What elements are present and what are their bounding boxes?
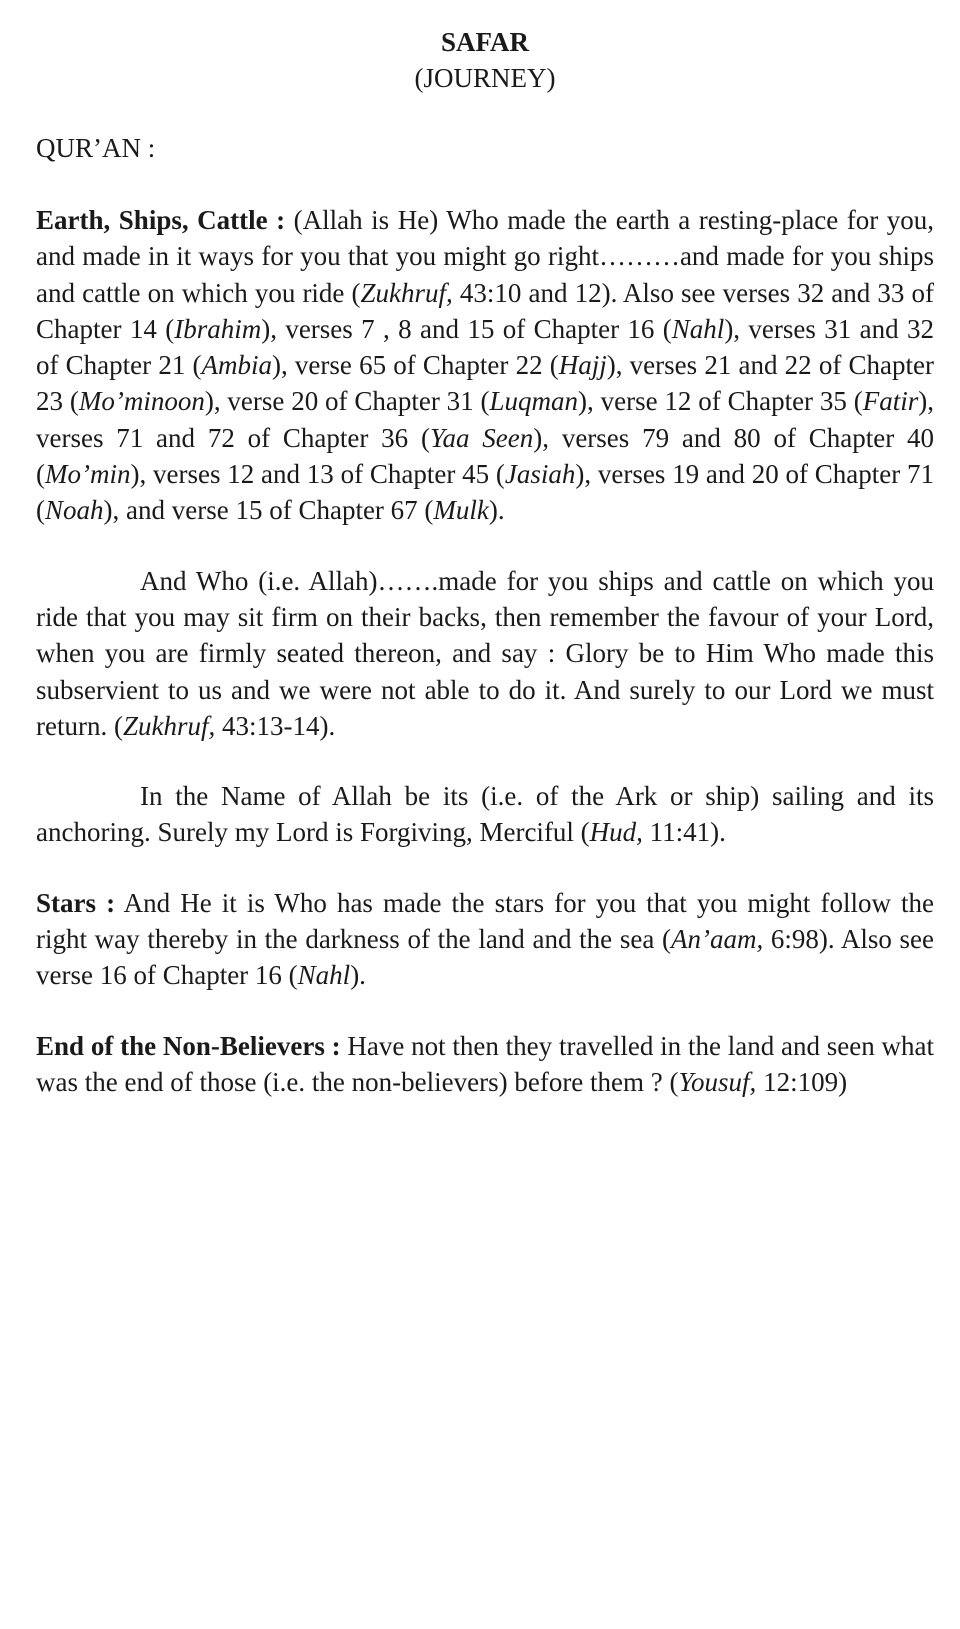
- paragraph-earth-ships-cattle: [36, 202, 934, 529]
- paragraph-name-of-allah: [36, 778, 934, 851]
- citation-italic: Mo’minoon: [78, 386, 205, 417]
- paragraph-text: ), verses 71 and 72 of Chapter 36 (: [36, 386, 934, 453]
- paragraph-end-of-non-believers: [36, 1028, 934, 1101]
- page-title: SAFAR: [440, 27, 529, 57]
- paragraph-text: ), verses 21 and 22 of Chapter 23 (: [36, 350, 934, 417]
- citation-italic: Yaa Seen: [429, 422, 534, 453]
- paragraph-text: In the Name of Allah be its (i.e. of the Ark or ship) sailing and its anchoring. Surely my Lord is Forgiving, Merciful (: [36, 781, 934, 848]
- citation-italic: Noah: [45, 495, 104, 526]
- paragraph-text: 6:98). Also see verse 16 of Chapter 16 (: [36, 924, 934, 991]
- paragraph-text: 12:109): [756, 1066, 848, 1097]
- paragraph-text: ), verses 7 , 8 and 15 of Chapter 16 (: [261, 313, 672, 344]
- paragraph-text: ), verses 79 and 80 of Chapter 40 (: [36, 422, 934, 490]
- citation-italic: Zukhruf,: [122, 710, 216, 741]
- paragraph-text: ), verse 12 of Chapter 35 (: [578, 386, 863, 417]
- paragraph-text: 43:13-14).: [215, 710, 336, 741]
- paragraph-lead: Earth, Ships, Cattle :: [36, 205, 286, 235]
- citation-italic: An’aam,: [670, 924, 764, 955]
- citation-italic: Jasiah: [504, 459, 576, 490]
- section-heading-quran: QUR’AN :: [36, 133, 156, 163]
- citation-italic: Yousuf,: [678, 1066, 757, 1097]
- paragraph-text: ), verses 31 and 32 of Chapter 21 (: [36, 313, 934, 381]
- paragraph-text: ), and verse 15 of Chapter 67 (: [103, 495, 434, 526]
- paragraph-lead: End of the Non-Believers :: [36, 1030, 341, 1061]
- page-subtitle: (JOURNEY): [414, 63, 556, 93]
- citation-italic: Nahl: [297, 960, 351, 991]
- paragraph-text: ), verses 19 and 20 of Chapter 71 (: [36, 459, 934, 526]
- paragraph-text: Have not then they travelled in the land and seen what was the end of those (i.e. the non-believers) before them ? (: [36, 1030, 934, 1097]
- paragraph-lead: Stars :: [36, 887, 116, 918]
- paragraph-text: ).: [488, 495, 505, 526]
- citation-italic: Mulk: [433, 495, 489, 526]
- paragraph-text: 43:10 and 12). Also see verses 32 and 33 of Chapter 14 (: [36, 277, 934, 344]
- paragraph-and-who: [36, 563, 934, 744]
- paragraph-text: (Allah is He) Who made the earth a resting-place for you, and made in it ways for you that you might go right………and made for you ships and cattle on which you ride (: [36, 205, 934, 308]
- citation-italic: Mo’min: [45, 459, 131, 490]
- citation-italic: Ambia: [201, 350, 272, 381]
- paragraph-text: 11:41).: [642, 817, 726, 848]
- paragraph-text: ).: [350, 960, 366, 991]
- citation-italic: Zukhruf,: [360, 277, 453, 308]
- paragraph-text: ), verse 20 of Chapter 31 (: [204, 386, 490, 417]
- paragraph-text: ), verses 12 and 13 of Chapter 45 (: [130, 459, 505, 490]
- citation-italic: Fatir: [862, 386, 919, 417]
- paragraph-text: And Who (i.e. Allah)…….made for you ships and cattle on which you ride that you may sit firm on their backs, then remember the favour of your Lord, when you are firmly seated thereon, and say : Glory be to Him Who made this subservient to us and we were not able to do it. And surely to our Lord we must return. (: [36, 565, 934, 741]
- citation-italic: Ibrahim: [174, 313, 262, 344]
- citation-italic: Luqman: [489, 386, 579, 417]
- citation-italic: Hud,: [589, 817, 643, 848]
- paragraph-stars: [36, 885, 934, 994]
- paragraph-text: And He it is Who has made the stars for you that you might follow the right way thereby in the darkness of the land and the sea (: [36, 887, 934, 955]
- paragraph-text: ), verse 65 of Chapter 22 (: [272, 350, 559, 381]
- citation-italic: Hajj: [558, 350, 607, 381]
- citation-italic: Nahl: [671, 313, 725, 344]
- document-page: [36, 24, 934, 1100]
